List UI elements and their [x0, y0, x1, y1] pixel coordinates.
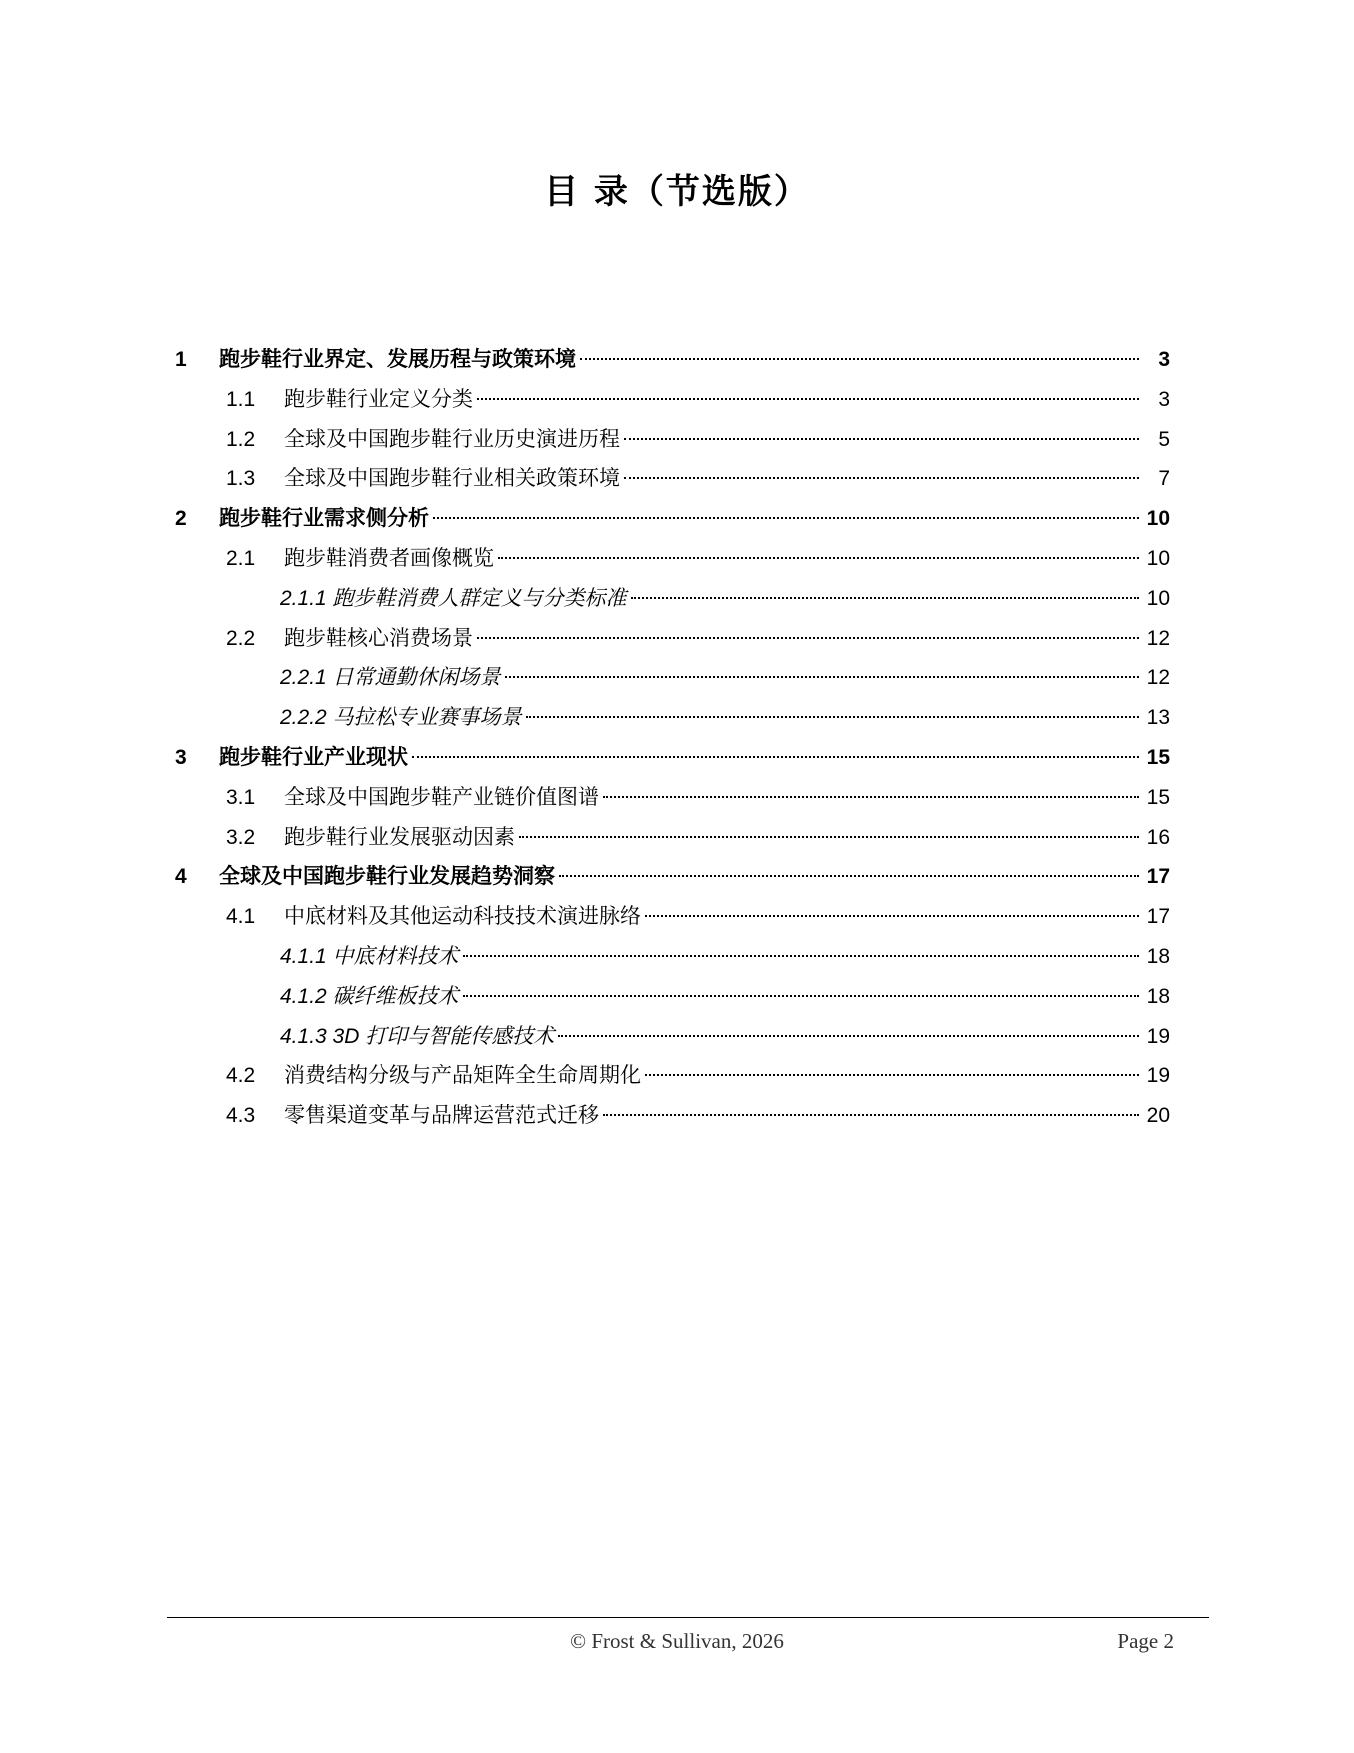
table-of-contents: [175, 345, 1170, 1141]
toc-entry-title: 4.1.3 3D 打印与智能传感技术: [280, 1024, 555, 1048]
toc-entry-number: 2.1: [226, 546, 256, 570]
toc-entry-page-number: 7: [1158, 467, 1170, 491]
toc-entry-title: 4.1.1 中底材料技术: [280, 944, 459, 968]
toc-entry-title: 2.2.2 马拉松专业赛事场景: [280, 706, 522, 730]
toc-entry-page-number: 17: [1146, 905, 1170, 929]
toc-entry-number: 1.3: [226, 467, 256, 491]
toc-entry-number: 2.2: [226, 626, 256, 650]
toc-dot-leader: [412, 756, 1139, 758]
toc-dot-leader: [558, 1035, 1139, 1037]
toc-entry[interactable]: [175, 823, 1170, 863]
toc-entry-page-number: 16: [1146, 825, 1170, 849]
toc-entry-number: 3.2: [226, 825, 256, 849]
toc-entry-number: 1.1: [226, 387, 256, 411]
toc-dot-leader: [463, 955, 1139, 957]
page-title: 目 录（节选版）: [544, 172, 810, 212]
toc-entry-page-number: 5: [1158, 427, 1170, 451]
toc-entry-title: 全球及中国跑步鞋行业相关政策环境: [284, 467, 620, 491]
toc-entry-title: 跑步鞋行业产业现状: [219, 745, 408, 769]
toc-entry-number: 4.2: [226, 1064, 256, 1088]
toc-entry-number: 3.1: [226, 785, 256, 809]
toc-entry[interactable]: [175, 862, 1170, 902]
toc-entry-page-number: 15: [1146, 745, 1170, 769]
toc-entry-title: 零售渠道变革与品牌运营范式迁移: [284, 1104, 599, 1128]
toc-entry-title: 全球及中国跑步鞋行业发展趋势洞察: [219, 865, 555, 889]
footer-copyright: © Frost & Sullivan, 2026: [570, 1629, 784, 1653]
toc-entry[interactable]: [175, 624, 1170, 664]
toc-entry[interactable]: [175, 345, 1170, 385]
toc-entry-title: 全球及中国跑步鞋行业历史演进历程: [284, 427, 620, 451]
toc-entry-page-number: 10: [1146, 586, 1170, 610]
toc-entry-number: 1: [175, 348, 187, 371]
toc-dot-leader: [603, 796, 1139, 798]
toc-entry-number: 2: [175, 507, 187, 531]
toc-entry-page-number: 20: [1146, 1104, 1170, 1128]
toc-entry-number: 3: [175, 745, 187, 769]
toc-entry-title: 中底材料及其他运动科技技术演进脉络: [284, 905, 641, 929]
toc-entry-title: 跑步鞋行业定义分类: [284, 387, 473, 411]
toc-dot-leader: [433, 517, 1139, 519]
toc-entry[interactable]: [175, 663, 1170, 703]
toc-dot-leader: [519, 836, 1139, 838]
toc-entry-title: 跑步鞋行业界定、发展历程与政策环境: [219, 348, 576, 371]
toc-entry-title: 2.2.1 日常通勤休闲场景: [280, 666, 501, 690]
toc-dot-leader: [463, 995, 1139, 997]
toc-entry-title: 跑步鞋消费者画像概览: [284, 546, 494, 570]
toc-entry-number: 4: [175, 865, 187, 889]
toc-entry[interactable]: [175, 743, 1170, 783]
toc-dot-leader: [477, 637, 1139, 639]
toc-entry-page-number: 12: [1146, 666, 1170, 690]
toc-entry[interactable]: [175, 1022, 1170, 1062]
toc-entry-page-number: 19: [1146, 1064, 1170, 1088]
toc-dot-leader: [624, 477, 1139, 479]
toc-dot-leader: [645, 915, 1139, 917]
toc-entry-number: 1.2: [226, 427, 256, 451]
toc-entry[interactable]: [175, 902, 1170, 942]
toc-entry-title: 跑步鞋行业发展驱动因素: [284, 825, 515, 849]
toc-dot-leader: [631, 597, 1139, 599]
toc-entry-title: 2.1.1 跑步鞋消费人群定义与分类标准: [280, 586, 627, 610]
toc-dot-leader: [624, 438, 1139, 440]
toc-entry[interactable]: [175, 1101, 1170, 1141]
toc-entry-page-number: 15: [1146, 785, 1170, 809]
toc-entry-page-number: 18: [1146, 984, 1170, 1008]
toc-dot-leader: [559, 875, 1139, 877]
toc-entry-page-number: 13: [1146, 706, 1170, 730]
toc-dot-leader: [580, 358, 1139, 360]
toc-entry[interactable]: [175, 504, 1170, 544]
toc-entry[interactable]: [175, 982, 1170, 1022]
toc-entry-page-number: 10: [1146, 507, 1170, 531]
toc-entry-page-number: 10: [1146, 546, 1170, 570]
toc-entry[interactable]: [175, 942, 1170, 982]
toc-entry[interactable]: [175, 464, 1170, 504]
toc-entry-title: 跑步鞋核心消费场景: [284, 626, 473, 650]
toc-entry-title: 消费结构分级与产品矩阵全生命周期化: [284, 1064, 641, 1088]
toc-entry[interactable]: [175, 783, 1170, 823]
toc-entry-title: 跑步鞋行业需求侧分析: [219, 507, 429, 531]
toc-dot-leader: [505, 676, 1139, 678]
toc-entry-page-number: 3: [1158, 387, 1170, 411]
toc-dot-leader: [526, 716, 1139, 718]
toc-entry-number: 4.1: [226, 905, 256, 929]
toc-entry[interactable]: [175, 425, 1170, 465]
toc-entry-page-number: 18: [1146, 944, 1170, 968]
toc-dot-leader: [645, 1074, 1139, 1076]
footer-divider: [167, 1617, 1209, 1618]
toc-entry[interactable]: [175, 544, 1170, 584]
toc-entry-page-number: 19: [1146, 1024, 1170, 1048]
toc-entry[interactable]: [175, 1061, 1170, 1101]
toc-dot-leader: [498, 557, 1139, 559]
toc-entry-title: 全球及中国跑步鞋产业链价值图谱: [284, 785, 599, 809]
toc-entry-number: 4.3: [226, 1104, 256, 1128]
toc-entry-page-number: 3: [1158, 348, 1170, 371]
toc-entry[interactable]: [175, 584, 1170, 624]
toc-entry[interactable]: [175, 385, 1170, 425]
footer-page-number: Page 2: [1117, 1629, 1174, 1653]
toc-entry[interactable]: [175, 703, 1170, 743]
toc-entry-page-number: 12: [1146, 626, 1170, 650]
toc-dot-leader: [603, 1114, 1139, 1116]
toc-entry-page-number: 17: [1146, 865, 1170, 889]
toc-entry-title: 4.1.2 碳纤维板技术: [280, 984, 459, 1008]
toc-dot-leader: [477, 398, 1139, 400]
